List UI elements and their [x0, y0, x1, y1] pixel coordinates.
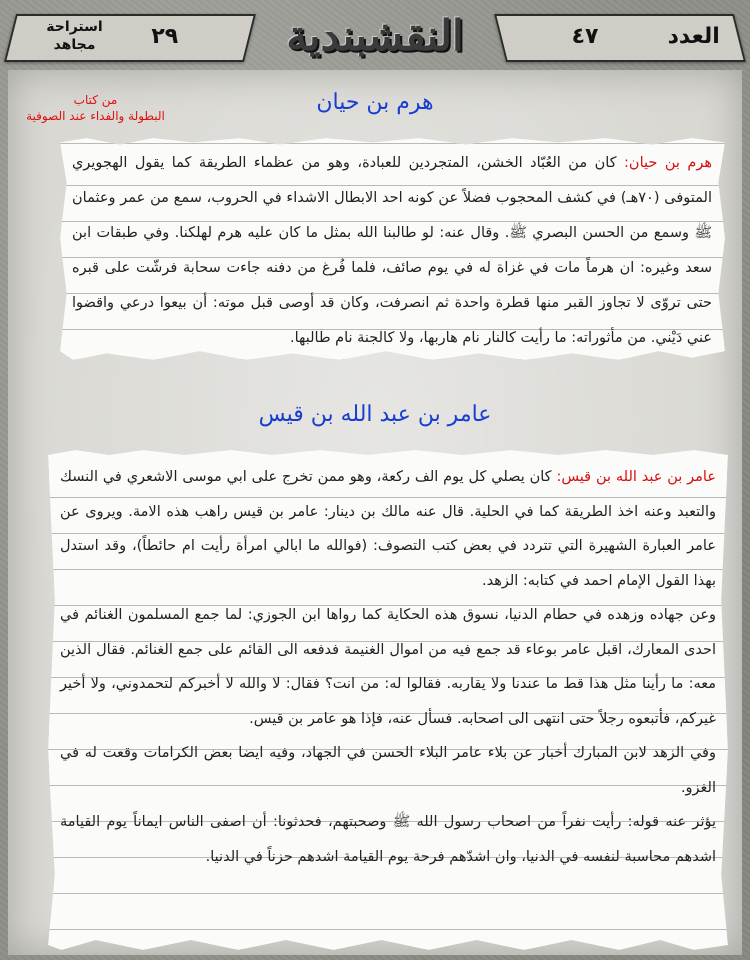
section-name: [34, 18, 114, 54]
section-line-1: استراحة: [46, 19, 103, 35]
source-note-line-1: من كتاب: [73, 93, 118, 107]
paragraph: يؤثر عنه قوله: رأيت نفراً من اصحاب رسول الله ﷺ وصحبتهم، فحدثونا: أن اصفى الناس ايماناً يوم القيامة اشدهم محاسبة لنفسه في الدنيا، وان اشدّهم فرحة يوم القيامة اشدهم حزناً في الدنيا.: [60, 814, 716, 865]
issue-box: [494, 14, 746, 62]
section-line-2: مجاهد: [53, 37, 96, 53]
article-body-text: كان من العُبّاد الخشن، المتجردين للعبادة، وهو من عظماء الطريقة كما يقول الهجويري المتوفى (٧٠هـ) في كشف المحجوب فضلاً عن كونه احد الابطال الاشداء في الحروب، سمع من عمر وعثمان ﷺ وسمع من الحسن البصري ﷺ. وقال عنه: لو طالبنا الله بمثل ما كان عليه هرم لهلكنا. وفي طبقات ابن سعد وغيره: ان هرماً مات في غزاة له في يوم صائف، فلما فُرغ من دفنه جاءت سحابة فرشّت على قبره حتى تروّى لا تجاوز القبر منها قطرة واحدة ثم انصرفت، وكان قد أوصى قبل موته: أن بيعوا درعي واقضوا عني دَيْني. من مأثوراته: ما رأيت كالنار نام هاربها، ولا كالجنة نام طالبها.: [72, 155, 712, 346]
logo-text: النقشبندية: [286, 10, 464, 60]
page-number: ٢٩: [151, 24, 179, 49]
article-lead-name: هرم بن حيان:: [624, 155, 712, 171]
issue-number: ٤٧: [571, 24, 599, 49]
paragraph: وعن جهاده وزهده في حطام الدنيا، نسوق هذه الحكاية كما رواها ابن الجوزي: لما جمع المسلمون الغنائم في احدى المعارك، اقبل عامر بوعاء قد جمع فيه من اموال الغنيمة فدفعه الى القائم على جمع الغنائم. فقال الذين معه: ما رأينا مثل هذا قط ما عندنا ولا يقاربه. فقالوا له: من انت؟ فقال: لا والله لا أخبركم لتحمدوني، ولا أخير غيركم، فأتبعوه رجلاً حتى انتهى الى اصحابه. فسأل عنه، فإذا هو عامر بن قيس.: [60, 607, 716, 727]
paragraph: [60, 460, 716, 598]
article-title-amer: عامر بن عبد الله بن قيس: [258, 402, 492, 427]
paragraph: وفي الزهد لابن المبارك أخبار عن بلاء عامر البلاء الحسن في الجهاد، وفيه ايضا بعض الكرامات وقعت له في الغزو.: [60, 745, 716, 796]
magazine-logo: [270, 4, 480, 66]
article-lead-name: عامر بن عبد الله بن قيس:: [556, 469, 716, 485]
magazine-header: [0, 0, 750, 72]
section-box: [4, 14, 256, 62]
issue-label: العدد: [667, 24, 720, 49]
article-title-harim: هرم بن حيان: [316, 90, 434, 115]
paragraph-text: كان يصلي كل يوم الف ركعة، وهو ممن تخرج على ابي موسى الاشعري في النسك والتعبد وعنه اخذ الطريقة كما في الحلية. قال عنه مالك بن دينار: عامر بن قيس راهب هذه الامة. ويروى عن عامر العبارة الشهيرة التي تتردد في بعض كتب التصوف: (فوالله ما ابالي امرأة رأيت ام حائطاً)، وقد استدل بهذا القول الإمام احمد في كتابه: الزهد.: [60, 469, 716, 589]
article-body-harim: [72, 146, 712, 356]
article-body-amer: [60, 460, 716, 874]
source-note-line-2: البطولة والفداء عند الصوفية: [26, 109, 165, 123]
